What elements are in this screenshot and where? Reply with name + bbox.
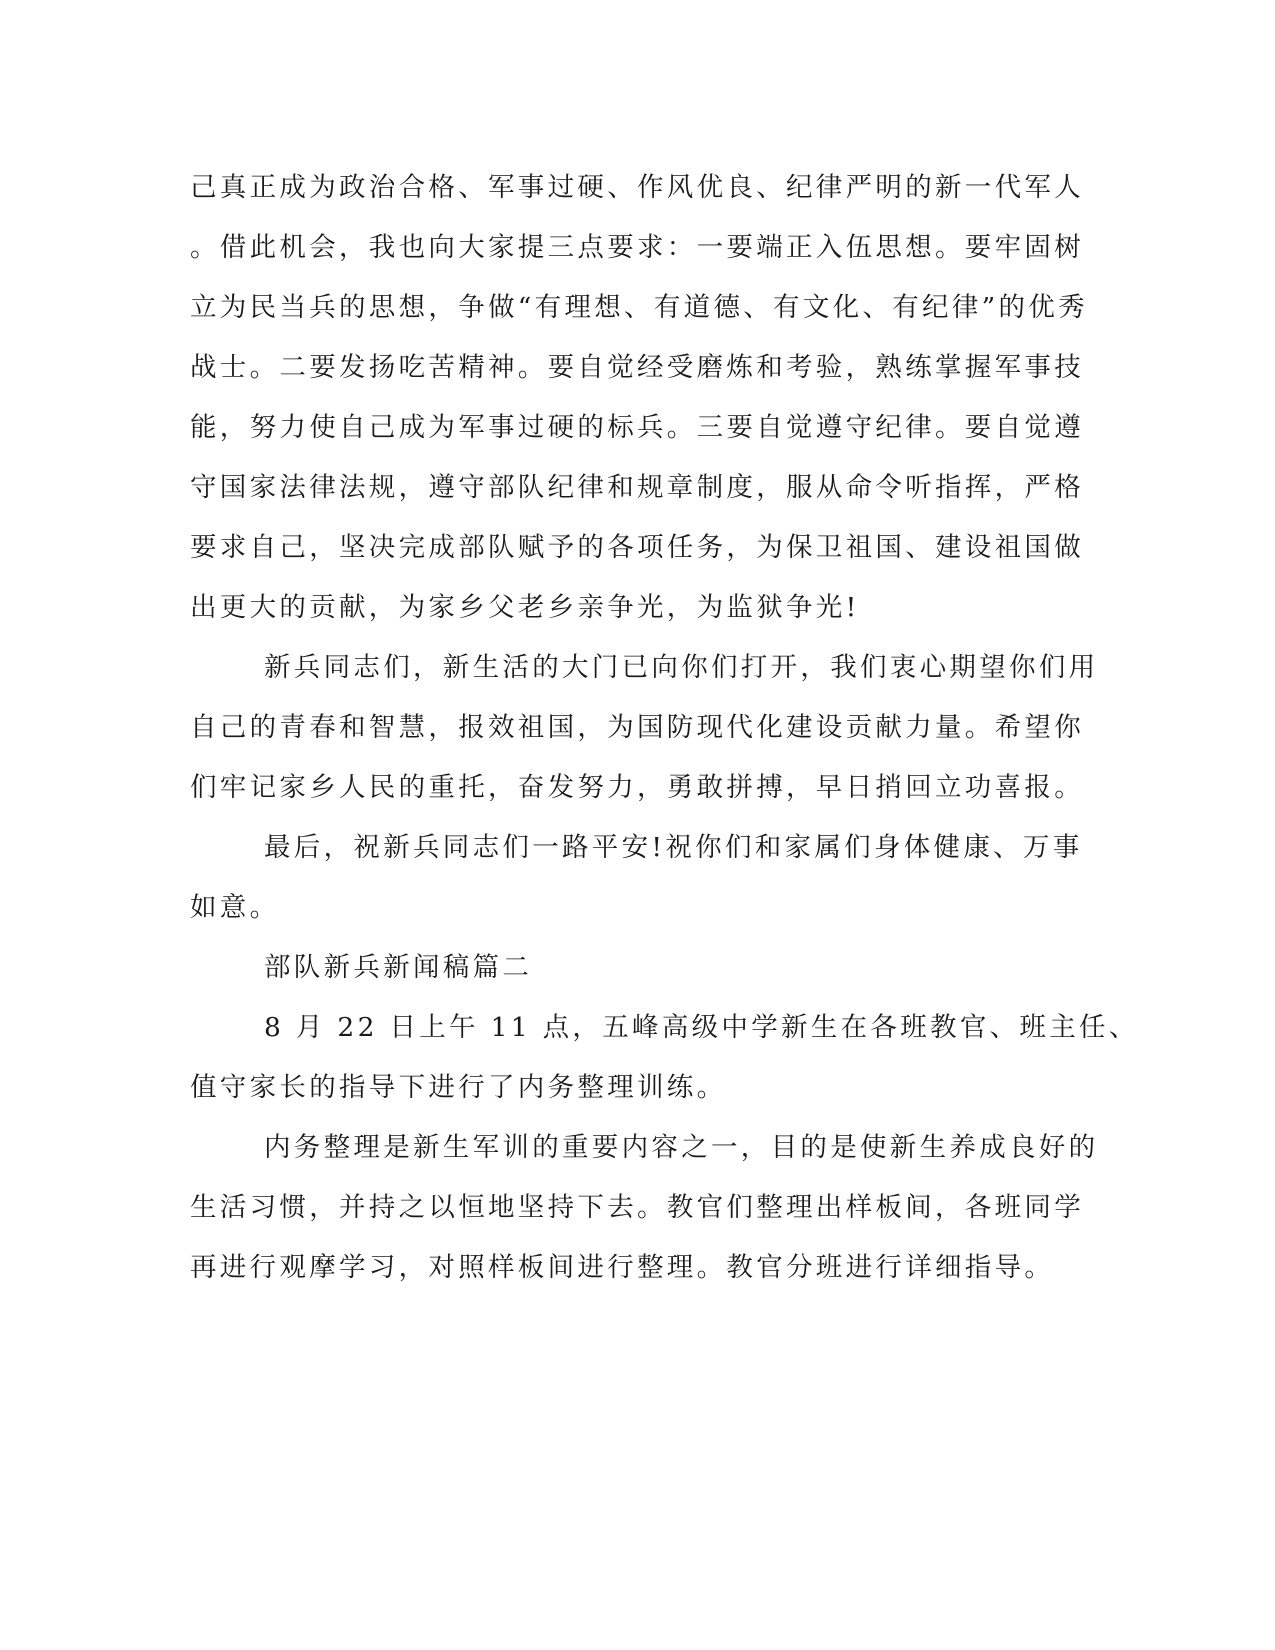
paragraph-closing-wishes [190, 818, 1085, 938]
paragraph-housekeeping [190, 1118, 1099, 1298]
text-line: 再进行观摩学习，对照样板间进行整理。教官分班进行详细指导。 [190, 1252, 1055, 1283]
section-heading [190, 938, 1085, 998]
text-line: 出更大的贡献，为家乡父老乡亲争光，为监狱争光! [190, 592, 860, 623]
text-line: 值守家长的指导下进行了内务整理训练。 [190, 1072, 727, 1103]
text-line: 能，努力使自己成为军事过硬的标兵。三要自觉遵守纪律。要自觉遵 [190, 412, 1084, 443]
paragraph-new-life [190, 638, 1099, 818]
text-line: 。借此机会，我也向大家提三点要求：一要端正入伍思想。要牢固树 [190, 232, 1084, 263]
text-line: 如意。 [190, 892, 280, 923]
text-line: 要求自己，坚决完成部队赋予的各项任务，为保卫祖国、建设祖国做 [190, 532, 1084, 563]
text-line: 8 月 22 日上午 11 点，五峰高级中学新生在各班教官、班主任、 [264, 1012, 1139, 1043]
text-line: 生活习惯，并持之以恒地坚持下去。教官们整理出样板间，各班同学 [190, 1192, 1084, 1223]
text-line: 己真正成为政治合格、军事过硬、作风优良、纪律严明的新一代军人 [190, 172, 1084, 203]
text-line: 们牢记家乡人民的重托，奋发努力，勇敢拼搏，早日捎回立功喜报。 [190, 772, 1084, 803]
document-body [190, 158, 1139, 1298]
text-line: 内务整理是新生军训的重要内容之一，目的是使新生养成良好的 [264, 1132, 1099, 1163]
text-line: 战士。二要发扬吃苦精神。要自觉经受磨炼和考验，熟练掌握军事技 [190, 352, 1084, 383]
text-line: 自己的青春和智慧，报效祖国，为国防现代化建设贡献力量。希望你 [190, 712, 1084, 743]
paragraph-training-event [190, 998, 1139, 1118]
text-line: 守国家法律法规，遵守部队纪律和规章制度，服从命令听指挥，严格 [190, 472, 1084, 503]
text-line: 立为民当兵的思想，争做“有理想、有道德、有文化、有纪律”的优秀 [190, 292, 1088, 323]
section-title: 部队新兵新闻稿篇二 [264, 952, 533, 983]
text-line: 最后，祝新兵同志们一路平安!祝你们和家属们身体健康、万事 [264, 832, 1083, 863]
text-line: 新兵同志们，新生活的大门已向你们打开，我们衷心期望你们用 [264, 652, 1099, 683]
paragraph-requirements [190, 158, 1088, 638]
